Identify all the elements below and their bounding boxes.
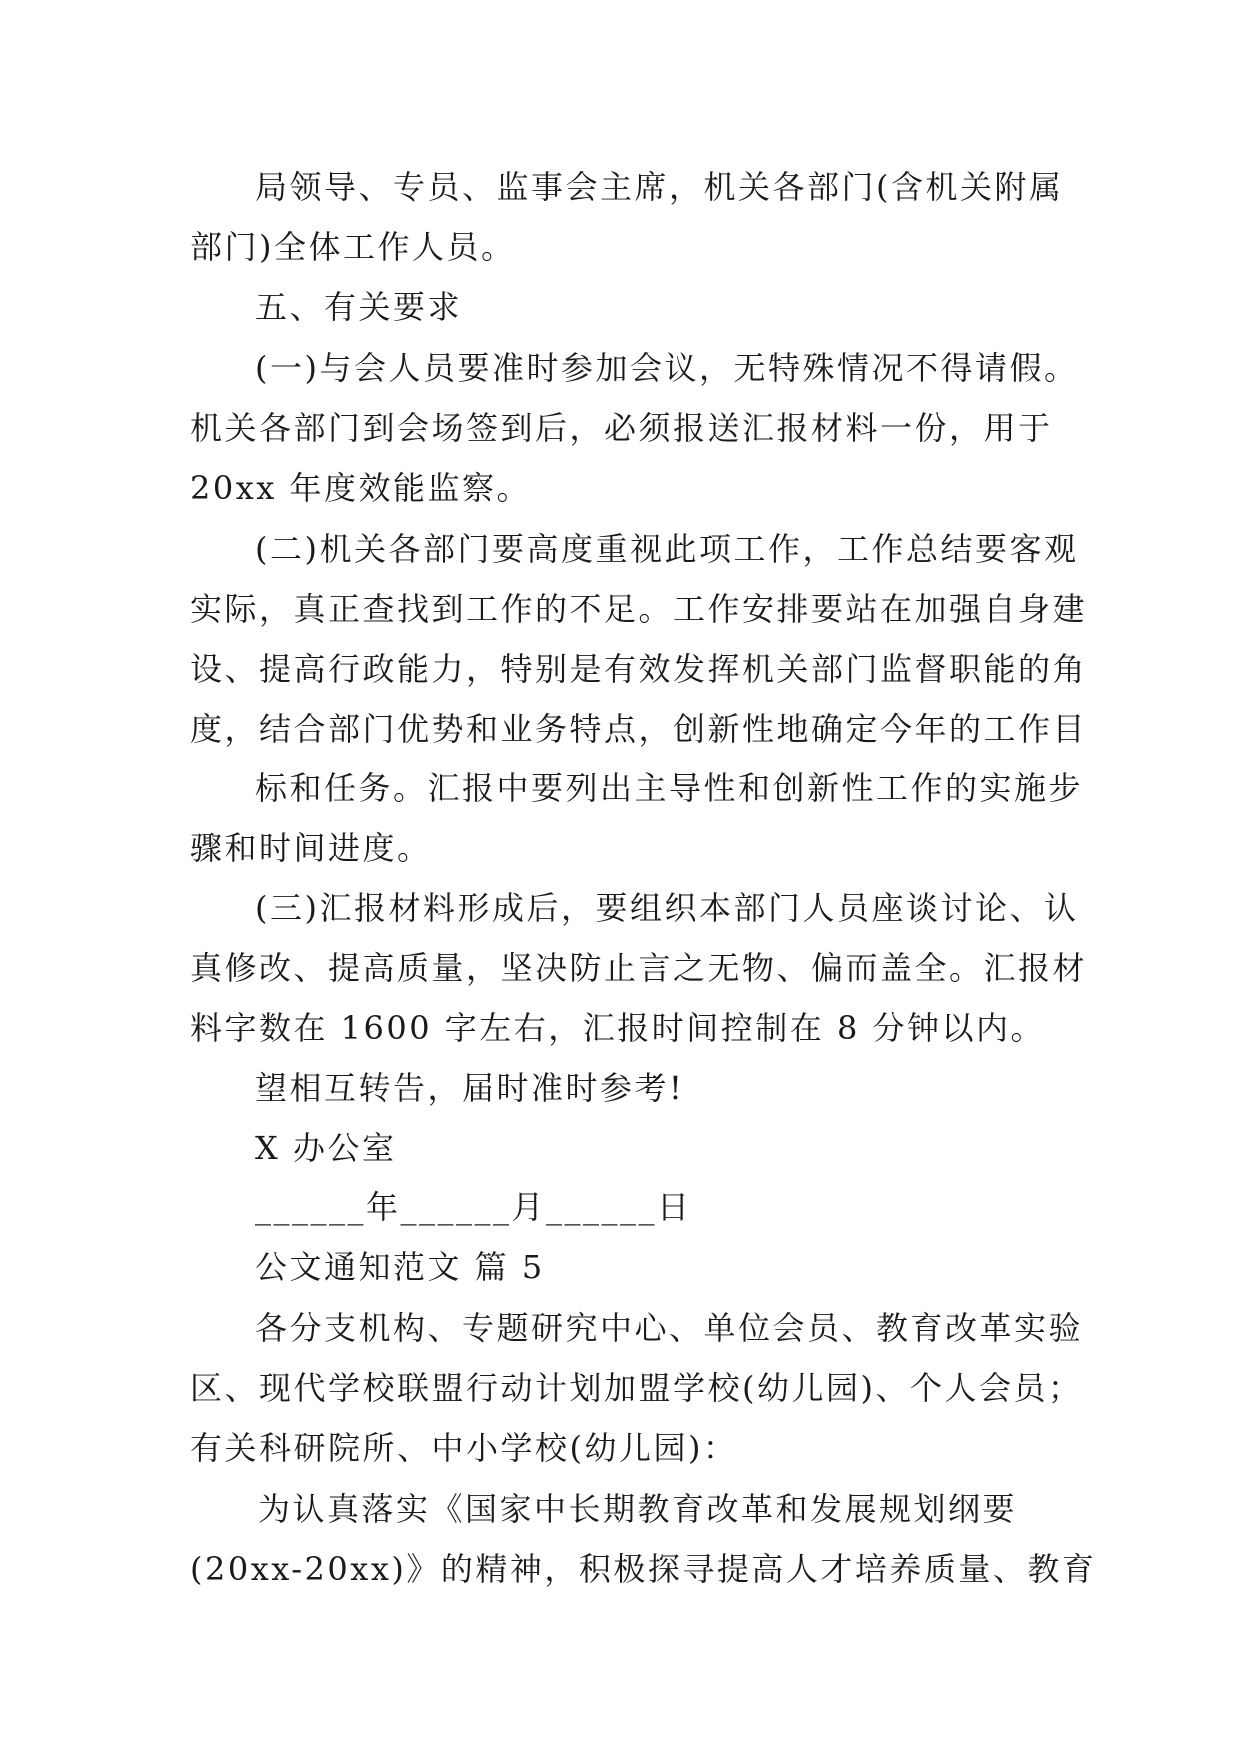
paragraph-line: 料字数在 1600 字左右，汇报时间控制在 8 分钟以内。 (190, 1009, 1045, 1047)
paragraph-line: 有关科研院所、中小学校(幼儿园)： (190, 1429, 738, 1467)
paragraph-line: 各分支机构、专题研究中心、单位会员、教育改革实验 (255, 1309, 1084, 1347)
paragraph-line: (20xx-20xx)》的精神，积极探寻提高人才培养质量、教育 (190, 1550, 1097, 1588)
paragraph-line: 局领导、专员、监事会主席，机关各部门(含机关附属 (255, 168, 1064, 206)
paragraph-line: (一)与会人员要准时参加会议，无特殊情况不得请假。 (255, 349, 1079, 387)
paragraph-line: 机关各部门到会场签到后，必须报送汇报材料一份，用于 (190, 409, 1053, 447)
paragraph-line: 标和任务。汇报中要列出主导性和创新性工作的实施步 (255, 769, 1084, 807)
paragraph-line: 设、提高行政能力，特别是有效发挥机关部门监督职能的角 (190, 650, 1088, 688)
section-heading: 五、有关要求 (255, 288, 463, 326)
paragraph-line: 度，结合部门优势和业务特点，创新性地确定今年的工作目 (190, 710, 1088, 748)
signature-date: ______年______月______日 (255, 1188, 692, 1226)
paragraph-line: 实际，真正查找到工作的不足。工作安排要站在加强自身建 (190, 590, 1088, 628)
paragraph-line: 为认真落实《国家中长期教育改革和发展规划纲要 (258, 1490, 1018, 1528)
section-title: 公文通知范文 篇 5 (255, 1248, 545, 1286)
paragraph-line: (二)机关各部门要高度重视此项工作，工作总结要客观 (255, 530, 1079, 568)
paragraph-line: 部门)全体工作人员。 (190, 228, 516, 266)
closing-line: 望相互转告，届时准时参考! (255, 1069, 685, 1107)
signature-office: X 办公室 (255, 1129, 397, 1167)
paragraph-line: 骤和时间进度。 (190, 829, 432, 867)
paragraph-line: 真修改、提高质量，坚决防止言之无物、偏而盖全。汇报材 (190, 949, 1088, 987)
paragraph-line: 20xx 年度效能监察。 (190, 469, 531, 507)
paragraph-line: (三)汇报材料形成后，要组织本部门人员座谈讨论、认 (255, 889, 1079, 927)
paragraph-line: 区、现代学校联盟行动计划加盟学校(幼儿园)、个人会员； (190, 1369, 1083, 1407)
